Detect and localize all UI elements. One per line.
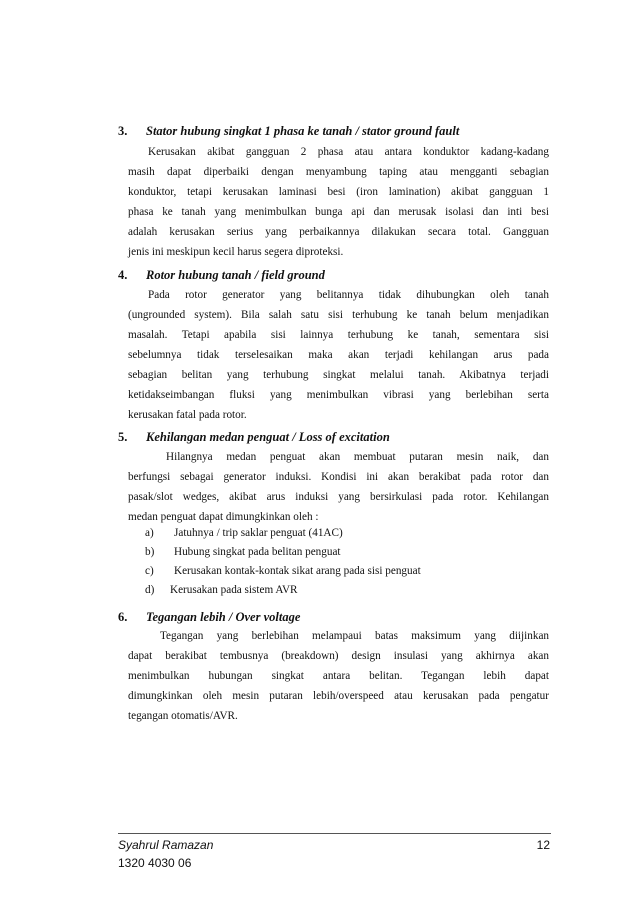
section-number: 4. [118,268,128,282]
section-number: 3. [118,124,128,138]
list-item-letter: c) [145,565,154,577]
section-number: 5. [118,430,128,444]
footer-divider [118,833,551,834]
paragraph-line: sebelumnya tidak terselesaikan maka akan terjadi kehilangan arus pada [128,349,549,361]
paragraph-line: menimbulkan hubungan singkat antara belitan. Tegangan lebih dapat [128,670,549,682]
list-item-letter: b) [145,546,155,558]
paragraph-line: Hilangnya medan penguat akan membuat putaran mesin naik, dan [166,451,549,463]
paragraph-line: pasak/slot wedges, akibat arus induksi yang bersirkulasi pada rotor. Kehilangan [128,491,549,503]
paragraph-line: Kerusakan akibat gangguan 2 phasa atau antara konduktor kadang-kadang [148,146,549,158]
list-item-text: Kerusakan kontak-kontak sikat arang pada sisi penguat [174,565,421,577]
paragraph-line: berfungsi sebagai generator induksi. Kondisi ini akan berakibat pada rotor dan [128,471,549,483]
section-number: 6. [118,610,128,624]
paragraph-line: adalah kerusakan serius yang perbaikannya dilakukan secara total. Gangguan [128,226,549,238]
paragraph-line: Tegangan yang berlebihan melampaui batas maksimum yang diijinkan [160,630,549,642]
list-item [0,527,638,543]
section-title: Kehilangan medan penguat / Loss of excitation [146,430,390,444]
paragraph-line: sebagian belitan yang terhubung singkat melalui tanah. Akibatnya terjadi [128,369,549,381]
list-item-text: Jatuhnya / trip saklar penguat (41AC) [174,527,343,539]
paragraph-line: masalah. Tetapi apabila sisi lainnya terhubung ke tanah, sementara sisi [128,329,549,341]
paragraph-line: (ungrounded system). Bila salah satu sisi terhubung ke tanah belum menjadikan [128,309,549,321]
footer-author: Syahrul Ramazan [118,838,214,852]
list-item [0,546,638,562]
section-3-heading [118,124,459,139]
paragraph-line: jenis ini meskipun kecil harus segera diproteksi. [128,246,344,258]
paragraph-line: ketidakseimbangan fluksi yang menimbulkan vibrasi yang berlebihan serta [128,389,549,401]
list-item-letter: d) [145,584,155,596]
section-6-heading [118,610,300,625]
paragraph-line: dimungkinkan oleh mesin putaran lebih/overspeed atau kerusakan pada pengatur [128,690,549,702]
footer-student-id: 1320 4030 06 [118,856,192,870]
section-title: Stator hubung singkat 1 phasa ke tanah / stator ground fault [146,124,460,138]
section-title: Rotor hubung tanah / field ground [146,268,325,282]
paragraph-line: phasa ke tanah yang menimbulkan bunga api dan merusak isolasi dan inti besi [128,206,549,218]
list-item-text: Hubung singkat pada belitan penguat [174,546,341,558]
paragraph-line: Pada rotor generator yang belitannya tidak dihubungkan oleh tanah [148,289,549,301]
paragraph-line: masih dapat diperbaiki dengan menyambung taping atau mengganti sebagian [128,166,549,178]
list-item [0,584,638,600]
section-4-heading [118,268,325,283]
section-5-heading [118,430,390,445]
paragraph-line: kerusakan fatal pada rotor. [128,409,247,421]
list-item [0,565,638,581]
page-number: 12 [536,838,550,852]
list-item-letter: a) [145,527,154,539]
paragraph-line: dapat berakibat tembusnya (breakdown) design insulasi yang akhirnya akan [128,650,549,662]
paragraph-line: medan penguat dapat dimungkinkan oleh : [128,511,319,523]
section-title: Tegangan lebih / Over voltage [146,610,301,624]
paragraph-line: konduktor, tetapi kerusakan laminasi besi (iron lamination) akibat gangguan 1 [128,186,549,198]
paragraph-line: tegangan otomatis/AVR. [128,710,238,722]
list-item-text: Kerusakan pada sistem AVR [170,584,298,596]
